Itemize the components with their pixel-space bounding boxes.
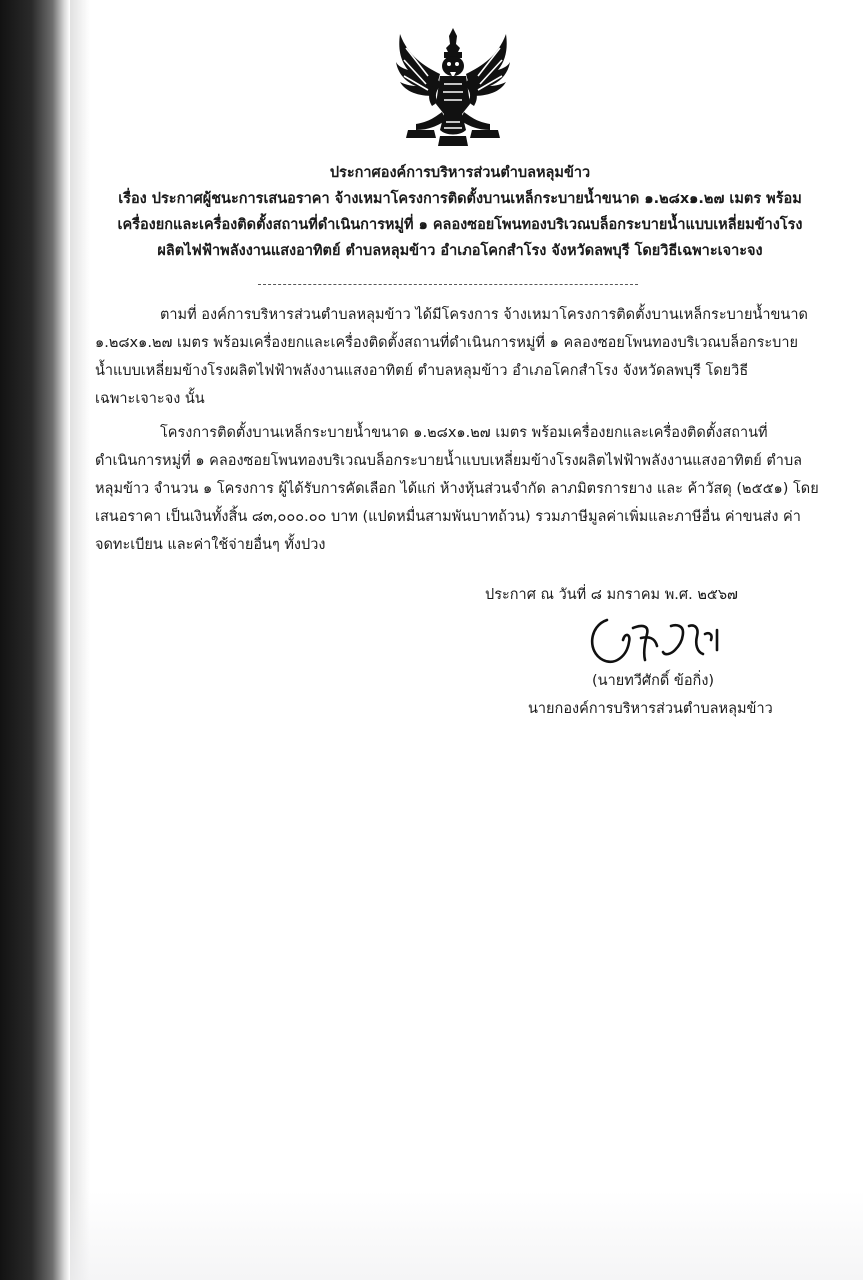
announcement-date: ประกาศ ณ วันที่ ๘ มกราคม พ.ศ. ๒๕๖๗ <box>485 587 738 603</box>
paragraph-1-line: ๑.๒๘x๑.๒๗ เมตร พร้อมเครื่องยกและเครื่องติดตั้งสถานที่ดำเนินการหมู่ที่ ๑ คลองซอยโพนทองบริเวณบล็อกระบาย <box>95 335 799 351</box>
announcement-subject-line: ผลิตไฟฟ้าพลังงานแสงอาทิตย์ ตำบลหลุมข้าว อำเภอโคกสำโรง จังหวัดลพบุรี โดยวิธีเฉพาะเจาะจง <box>157 243 763 259</box>
paragraph-1-line: น้ำแบบเหลี่ยมข้างโรงผลิตไฟฟ้าพลังงานแสงอาทิตย์ ตำบลหลุมข้าว อำเภอโคกสำโรง จังหวัดลพบุรี โดยวิธี <box>95 363 749 379</box>
announcement-org-title: ประกาศองค์การบริหารส่วนตำบลหลุมข้าว <box>329 165 591 181</box>
scan-page-edge-shadow <box>0 0 70 1280</box>
paragraph-1-line: ตามที่ องค์การบริหารส่วนตำบลหลุมข้าว ได้มีโครงการ จ้างเหมาโครงการติดตั้งบานเหล็กระบายน้ำขนาด <box>160 307 808 323</box>
handwritten-signature <box>585 612 735 672</box>
paragraph-2-line: ดำเนินการหมู่ที่ ๑ คลองซอยโพนทองบริเวณบล็อกระบายน้ำแบบเหลี่ยมข้างโรงผลิตไฟฟ้าพลังงานแสงอาทิตย์ ตำบล <box>95 453 803 469</box>
scan-bottom-fade <box>70 1190 863 1280</box>
paragraph-2-line: หลุมข้าว จำนวน ๑ โครงการ ผู้ได้รับการคัดเลือก ได้แก่ ห้างหุ้นส่วนจำกัด ลาภมิตรการยาง และ ค้าวัสดุ (๒๕๕๑) โดย <box>95 481 819 497</box>
dashed-divider <box>258 284 638 285</box>
announcement-subject-line: เรื่อง ประกาศผู้ชนะการเสนอราคา จ้างเหมาโครงการติดตั้งบานเหล็กระบายน้ำขนาด ๑.๒๘x๑.๒๗ เมตร พร้อม <box>118 191 802 207</box>
signer-title: นายกองค์การบริหารส่วนตำบลหลุมข้าว <box>528 701 773 717</box>
paragraph-2-line: จดทะเบียน และค่าใช้จ่ายอื่นๆ ทั้งปวง <box>95 537 326 553</box>
paragraph-2-line: เสนอราคา เป็นเงินทั้งสิ้น ๘๓,๐๐๐.๐๐ บาท (แปดหมื่นสามพันบาทถ้วน) รวมภาษีมูลค่าเพิ่มและภาษีอื่น ค่าขนส่ง ค่า <box>95 509 801 525</box>
announcement-subject-line: เครื่องยกและเครื่องติดตั้งสถานที่ดำเนินการหมู่ที่ ๑ คลองซอยโพนทองบริเวณบล็อกระบายน้ำแบบเหลี่ยมข้างโรง <box>117 217 803 233</box>
paragraph-1-line: เฉพาะเจาะจง นั้น <box>95 391 205 407</box>
paragraph-2-line: โครงการติดตั้งบานเหล็กระบายน้ำขนาด ๑.๒๘x๑.๒๗ เมตร พร้อมเครื่องยกและเครื่องติดตั้งสถานที่ <box>160 425 768 441</box>
signer-name: (นายทวีศักดิ์ ข้อกิ่ง) <box>592 673 715 689</box>
garuda-emblem-icon <box>394 26 512 148</box>
